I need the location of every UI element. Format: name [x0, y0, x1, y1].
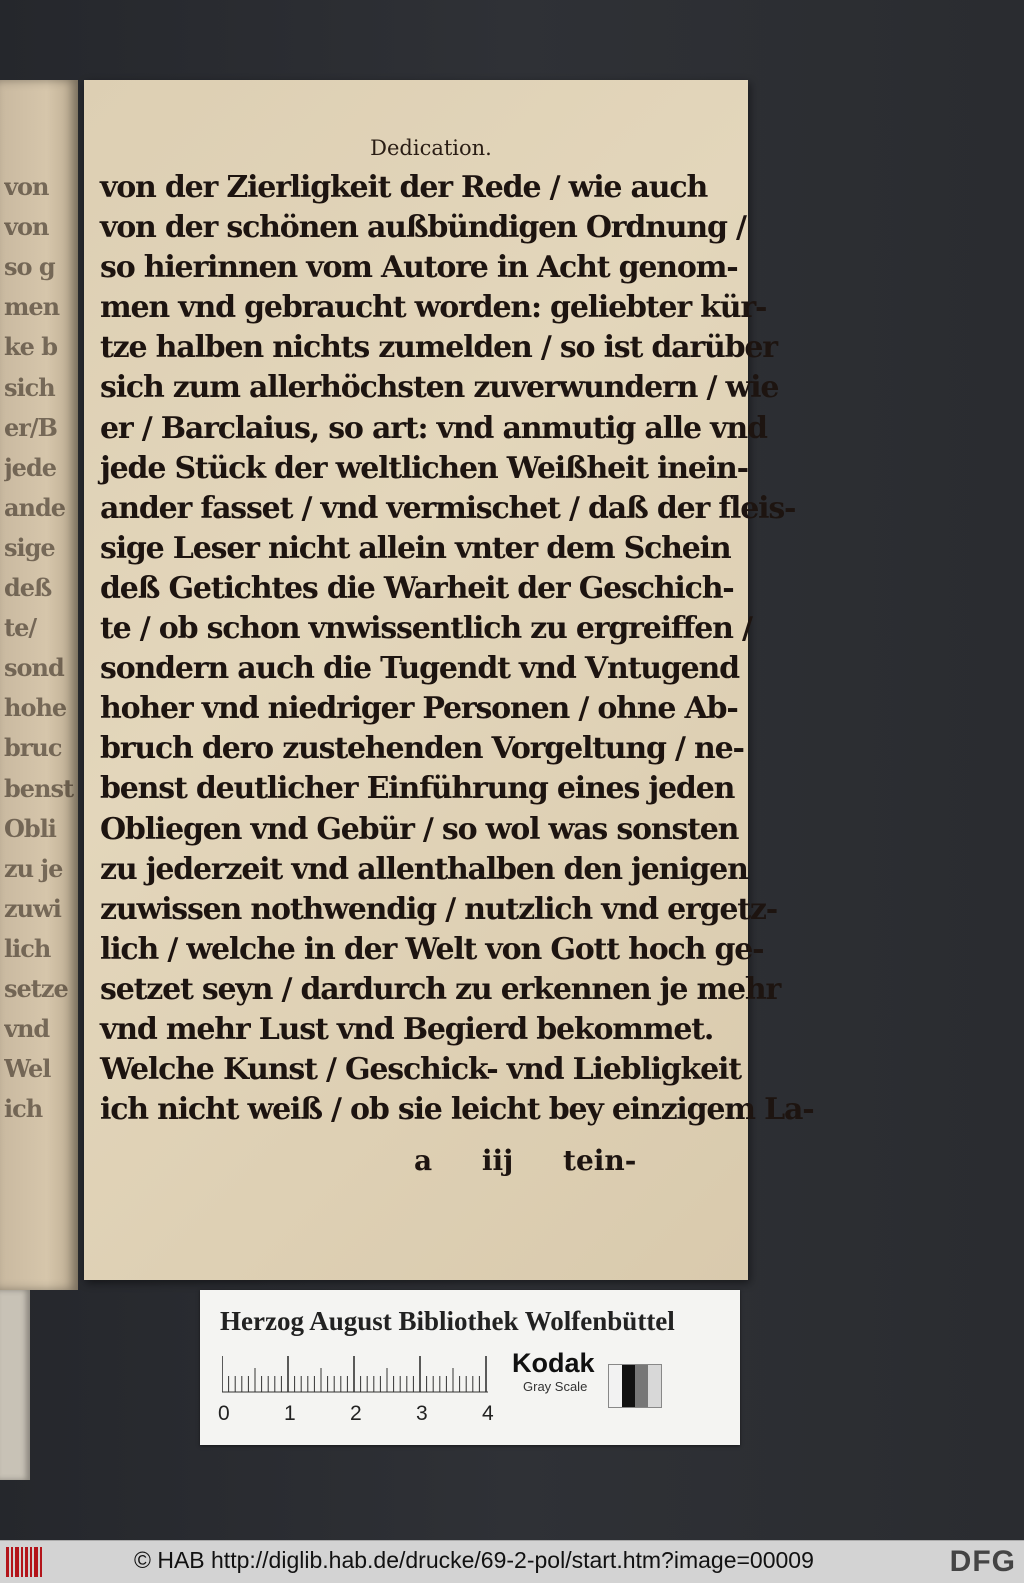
text-line: bruch dero zustehenden Vorgeltung / ne- — [100, 731, 744, 767]
left-page-fragment: sige — [4, 532, 55, 562]
text-line: Welche Kunst / Geschick- vnd Liebligkeit — [100, 1052, 741, 1088]
ruler-number: 2 — [350, 1402, 362, 1425]
left-page-fragment: von — [4, 172, 49, 201]
text-line: setzet seyn / dardurch zu erkennen je mehr — [100, 971, 781, 1007]
left-page-fragment: Wel — [4, 1054, 51, 1084]
left-page-fragment: te/ — [4, 613, 37, 643]
ruler-number: 1 — [284, 1402, 296, 1425]
text-line: ich nicht weiß / ob sie leicht bey einzigem La- — [100, 1092, 814, 1128]
left-page-fragment: sond — [4, 653, 64, 683]
source-url[interactable]: © HAB http://diglib.hab.de/drucke/69-2-pol/start.htm?image=00009 — [134, 1547, 814, 1573]
left-page-edge — [0, 80, 78, 1290]
dfg-logo: DFG — [949, 1545, 1016, 1578]
text-line: lich / welche in der Welt von Gott hoch ge- — [100, 931, 764, 967]
left-page-fragment: ich — [4, 1094, 43, 1124]
text-line: jede Stück der weltlichen Weißheit inein- — [100, 450, 748, 486]
gray-scale-patch — [608, 1364, 662, 1408]
left-page-fragment: deß — [4, 573, 52, 602]
text-line: tze halben nichts zumelden / so ist darüber — [100, 330, 777, 366]
left-page-fragment: men — [4, 292, 60, 322]
left-page-fragment: ke b — [4, 332, 58, 362]
text-line: men vnd gebraucht worden: geliebter kür- — [100, 290, 767, 326]
text-line: hoher vnd niedriger Personen / ohne Ab- — [100, 691, 738, 727]
left-page-fragment: sich — [4, 372, 55, 402]
ruler-number: 4 — [482, 1402, 494, 1425]
left-page-fragment: zu je — [4, 853, 63, 883]
left-page-fragment: so g — [4, 252, 55, 282]
left-page-fragment: von — [4, 212, 49, 242]
gray-scale-label: Gray Scale — [523, 1379, 588, 1394]
ruler-number: 0 — [218, 1402, 230, 1425]
library-name: Herzog August Bibliothek Wolfenbüttel — [220, 1306, 675, 1336]
text-line: sondern auch die Tugendt vnd Vntugend — [100, 651, 739, 687]
page-text — [100, 168, 814, 1130]
left-page-fragment: zuwi — [4, 893, 61, 923]
left-page-fragment: hohe — [4, 693, 67, 723]
color-calibration-card — [200, 1290, 740, 1445]
text-line: so hierinnen vom Autore in Acht genom- — [100, 250, 738, 286]
left-page-fragment: Obli — [4, 813, 56, 843]
left-page-fragment: bruc — [4, 733, 62, 763]
text-line: deß Getichtes die Warheit der Geschich- — [100, 570, 734, 606]
left-page-lower-edge — [0, 1290, 30, 1480]
page-header: Dedication. — [370, 136, 492, 160]
text-line: zuwissen nothwendig / nutzlich vnd ergetz- — [100, 891, 777, 927]
text-line: benst deutlicher Einführung eines jeden — [100, 771, 735, 807]
left-page-fragment: jede — [4, 452, 57, 482]
text-line: zu jederzeit vnd allenthalben den jenigen — [100, 851, 748, 887]
left-page-fragment: lich — [4, 933, 51, 963]
left-page-fragment: ande — [4, 492, 66, 522]
text-line: sige Leser nicht allein vnter dem Schein — [100, 530, 731, 566]
ruler-number: 3 — [416, 1402, 428, 1425]
barcode-icon — [6, 1547, 46, 1577]
kodak-logo: Kodak — [512, 1348, 595, 1378]
left-page-fragment: setze — [4, 974, 68, 1003]
signature-catchword: a iij tein- — [414, 1144, 637, 1177]
text-line: von der Zierligkeit der Rede / wie auch — [100, 170, 708, 205]
text-line: te / ob schon vnwissentlich zu ergreiffen / — [100, 611, 752, 647]
text-line: Obliegen vnd Gebür / so wol was sonsten — [100, 811, 739, 847]
text-line: ander fasset / vnd vermischet / daß der fleis- — [100, 490, 796, 526]
left-page-fragment: vnd — [4, 1014, 50, 1044]
book-page — [84, 80, 814, 1280]
ruler-scale — [222, 1356, 490, 1396]
text-line: er / Barclaius, so art: vnd anmutig alle vnd — [100, 410, 767, 446]
text-line: von der schönen außbündigen Ordnung / — [100, 210, 746, 246]
left-page-fragment: er/B — [4, 412, 57, 442]
footer-bar — [0, 1540, 1024, 1583]
text-line: sich zum allerhöchsten zuverwundern / wie — [100, 370, 779, 406]
left-page-fragment: benst — [4, 773, 74, 803]
text-line: vnd mehr Lust vnd Begierd bekommet. — [100, 1011, 714, 1047]
